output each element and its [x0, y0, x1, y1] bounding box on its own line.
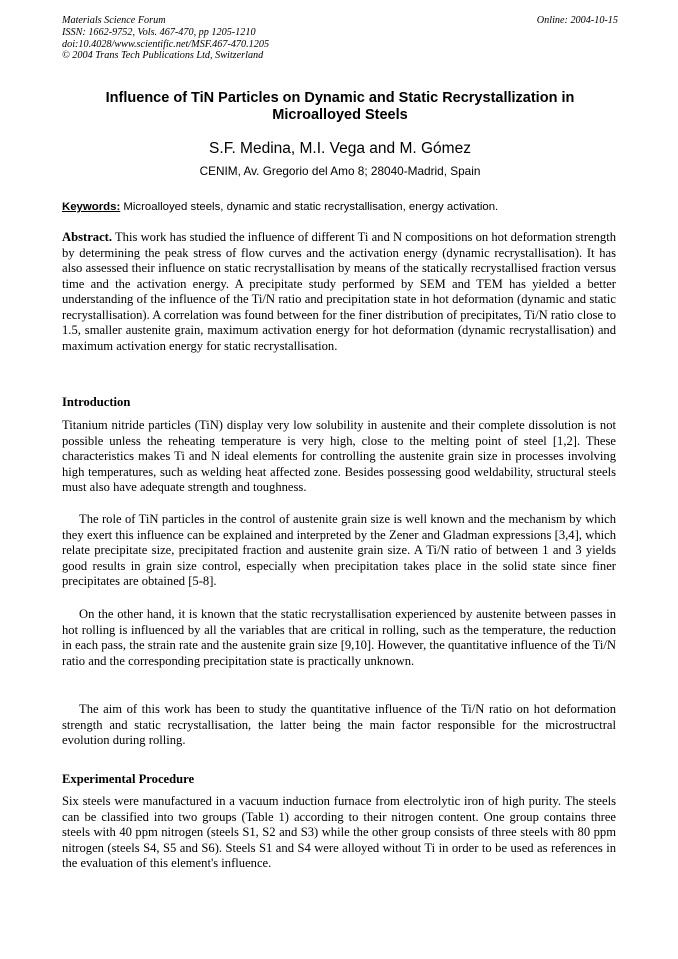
author-affiliation: CENIM, Av. Gregorio del Amo 8; 28040-Madrid, Spain	[199, 164, 481, 178]
keywords-line	[62, 200, 618, 214]
experimental-heading: Experimental Procedure	[62, 772, 195, 786]
abstract-label: Abstract.	[62, 230, 113, 244]
introduction-paragraph-1: Titanium nitride particles (TiN) display very low solubility in austenite and their complete dissolution is not possible unless the reheating temperature is very high, close to the melting point of steel [1,2]. These characteristics makes Ti and N ideal elements for controlling the austenite grain size in processes involving high temperatures, such as welding heat affected zone. Besides possessing good weldability, structural steels must also have adequate strength and toughness.	[62, 418, 616, 494]
introduction-heading: Introduction	[62, 395, 131, 409]
issn-line: ISSN: 1662-9752, Vols. 467-470, pp 1205-1210	[62, 26, 256, 38]
introduction-paragraph-2: The role of TiN particles in the control of austenite grain size is well known and the mechanism by which they exert this influence can be explained and interpreted by the Zener and Gladman expressions [3,4], which relate precipitate size, precipitated fraction and austenite grain size. A Ti/N ratio of between 1 and 3 yields good results in grain size control, especially when precipitation takes place in the solid state since finer precipitates are obtained [5-8].	[62, 512, 616, 588]
experimental-paragraph-1: Six steels were manufactured in a vacuum induction furnace from electrolytic iron of high purity. The steels can be classified into two groups (Table 1) according to their nitrogen content. One group contains three steels with 40 ppm nitrogen (steels S1, S2 and S3) while the other group consists of three steels with 80 ppm nitrogen (steels S4, S5 and S6). Steels S1 and S4 were alloyed without Ti in order to be used as references in the evaluation of this element's influence.	[62, 794, 616, 870]
introduction-paragraph-4: The aim of this work has been to study the quantitative influence of the Ti/N ratio on hot deformation strength and static recrystallisation, the latter being the main factor responsible for the microstructral evolution during rolling.	[62, 702, 616, 747]
journal-name: Materials Science Forum	[62, 15, 166, 26]
keywords-text: Microalloyed steels, dynamic and static recrystallisation, energy activation.	[123, 201, 499, 213]
abstract-paragraph	[62, 230, 616, 354]
abstract-text: This work has studied the influence of different Ti and N compositions on hot deformation strength by determining the peak stress of flow curves and the activation energy (dynamic recrystallisation). It has also assessed their influence on static recrystallisation by means of the statically recrystallised fraction versus time and the activation energy. A precipitate study performed by SEM and TEM has yielded a better understanding of the influence of the Ti/N ratio and precipitation state in hot deformation (dynamic and static recrystallisation). A correlation was found between for the finer distribution of precipitates, Ti/N ratio close to 1.5, smaller austenite grain, maximum activation energy for hot deformation (dynamic recrystallisation) and maximum activation energy for static recrystallisation.	[62, 230, 616, 353]
doi-line[interactable]: doi:10.4028/www.scientific.net/MSF.467-470.1205	[62, 38, 270, 50]
online-date: Online: 2004-10-15	[536, 15, 618, 26]
publication-header	[62, 15, 618, 62]
paper-title: Influence of TiN Particles on Dynamic and Static Recrystallization in Microalloyed Steels	[105, 90, 575, 123]
keywords-label: Keywords:	[62, 201, 121, 213]
paper-authors: S.F. Medina, M.I. Vega and M. Gómez	[209, 140, 471, 157]
introduction-paragraph-3: On the other hand, it is known that the static recrystallisation experienced by austenite between passes in hot rolling is influenced by all the variables that are critical in rolling, such as the temperature, the reduction in each pass, the strain rate and the austenite grain size [9,10]. However, the quantitative influence of the Ti/N ratio and the corresponding precipitation state is practically unknown.	[62, 607, 616, 668]
copyright-line: © 2004 Trans Tech Publications Ltd, Switzerland	[62, 50, 264, 62]
